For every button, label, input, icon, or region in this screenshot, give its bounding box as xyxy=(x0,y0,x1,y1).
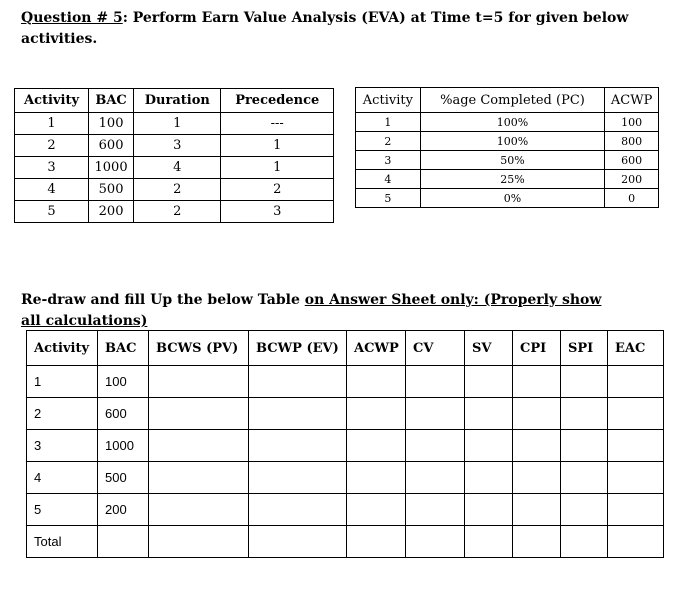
header-percent-completed: %age Completed (PC) xyxy=(420,88,605,113)
blank-cell xyxy=(561,430,608,462)
blank-cell xyxy=(249,430,347,462)
blank-cell xyxy=(513,462,561,494)
blank-cell xyxy=(406,366,465,398)
cell: 2 xyxy=(27,398,98,430)
table-row xyxy=(27,430,664,462)
answer-table xyxy=(26,330,664,558)
blank-cell xyxy=(513,494,561,526)
table-row xyxy=(356,189,659,208)
cell: 500 xyxy=(98,462,149,494)
instruction-text xyxy=(21,290,621,332)
blank-cell xyxy=(608,366,664,398)
cell: 4 xyxy=(15,179,89,201)
header-bac: BAC xyxy=(98,331,149,366)
cell: 100 xyxy=(89,113,134,135)
cell: 600 xyxy=(98,398,149,430)
blank-cell xyxy=(149,430,249,462)
blank-cell xyxy=(98,526,149,558)
blank-cell xyxy=(608,398,664,430)
cell: 3 xyxy=(15,157,89,179)
progress-table xyxy=(355,87,659,208)
blank-cell xyxy=(561,462,608,494)
blank-cell xyxy=(406,462,465,494)
blank-cell xyxy=(406,526,465,558)
blank-cell xyxy=(149,494,249,526)
header-activity: Activity xyxy=(27,331,98,366)
cell: 1 xyxy=(15,113,89,135)
header-activity: Activity xyxy=(15,89,89,113)
blank-cell xyxy=(347,462,406,494)
table-row xyxy=(356,132,659,151)
blank-cell xyxy=(465,462,513,494)
table-header-row xyxy=(356,88,659,113)
cell: 200 xyxy=(89,201,134,223)
cell: 200 xyxy=(605,170,659,189)
blank-cell xyxy=(347,366,406,398)
cell: 4 xyxy=(356,170,421,189)
cell: 1 xyxy=(356,113,421,132)
blank-cell xyxy=(249,494,347,526)
blank-cell xyxy=(513,398,561,430)
cell: 1 xyxy=(221,135,334,157)
cell: 0% xyxy=(420,189,605,208)
blank-cell xyxy=(149,398,249,430)
table-row xyxy=(15,179,334,201)
header-duration: Duration xyxy=(134,89,221,113)
blank-cell xyxy=(149,366,249,398)
cell: 3 xyxy=(356,151,421,170)
blank-cell xyxy=(608,494,664,526)
blank-cell xyxy=(513,526,561,558)
instruction-main: Re-draw and fill Up the below Table xyxy=(21,292,305,308)
cell: 2 xyxy=(134,179,221,201)
blank-cell xyxy=(149,462,249,494)
cell: 4 xyxy=(134,157,221,179)
blank-cell xyxy=(406,398,465,430)
blank-cell xyxy=(406,494,465,526)
header-activity: Activity xyxy=(356,88,421,113)
header-cpi: CPI xyxy=(513,331,561,366)
cell: 600 xyxy=(605,151,659,170)
blank-cell xyxy=(513,430,561,462)
blank-cell xyxy=(561,398,608,430)
cell: 5 xyxy=(15,201,89,223)
cell: 2 xyxy=(221,179,334,201)
blank-cell xyxy=(608,462,664,494)
blank-cell xyxy=(149,526,249,558)
table-row xyxy=(15,157,334,179)
table-row xyxy=(15,135,334,157)
table-row xyxy=(27,398,664,430)
cell: 1000 xyxy=(98,430,149,462)
cell: 100 xyxy=(98,366,149,398)
table-row xyxy=(15,201,334,223)
blank-cell xyxy=(561,366,608,398)
blank-cell xyxy=(347,494,406,526)
blank-cell xyxy=(347,430,406,462)
cell: 2 xyxy=(134,201,221,223)
header-bac: BAC xyxy=(89,89,134,113)
cell: 3 xyxy=(27,430,98,462)
blank-cell xyxy=(249,398,347,430)
blank-cell xyxy=(561,526,608,558)
table-row xyxy=(15,113,334,135)
blank-cell xyxy=(249,462,347,494)
header-bcwp: BCWP (EV) xyxy=(249,331,347,366)
instruction-underlined: on Answer Sheet only: (Properly show all calculations) xyxy=(21,292,602,329)
cell: 25% xyxy=(420,170,605,189)
blank-cell xyxy=(465,430,513,462)
header-cv: CV xyxy=(406,331,465,366)
question-label: Question # 5 xyxy=(21,10,123,26)
table-row xyxy=(356,151,659,170)
cell: 3 xyxy=(134,135,221,157)
header-precedence: Precedence xyxy=(221,89,334,113)
cell: 200 xyxy=(98,494,149,526)
blank-cell xyxy=(513,366,561,398)
header-acwp: ACWP xyxy=(347,331,406,366)
activities-table xyxy=(14,88,334,223)
cell: 1 xyxy=(27,366,98,398)
table-row-total xyxy=(27,526,664,558)
cell: 1 xyxy=(134,113,221,135)
header-spi: SPI xyxy=(561,331,608,366)
blank-cell xyxy=(465,526,513,558)
cell: 0 xyxy=(605,189,659,208)
cell: 600 xyxy=(89,135,134,157)
table-row xyxy=(356,170,659,189)
cell: 100% xyxy=(420,113,605,132)
blank-cell xyxy=(347,526,406,558)
blank-cell xyxy=(347,398,406,430)
question-title xyxy=(21,8,661,50)
cell: 800 xyxy=(605,132,659,151)
table-row xyxy=(356,113,659,132)
cell: 5 xyxy=(356,189,421,208)
blank-cell xyxy=(249,526,347,558)
blank-cell xyxy=(406,430,465,462)
cell: 100% xyxy=(420,132,605,151)
cell-total-label: Total xyxy=(27,526,98,558)
cell: 1 xyxy=(221,157,334,179)
cell: 2 xyxy=(356,132,421,151)
blank-cell xyxy=(608,526,664,558)
blank-cell xyxy=(465,398,513,430)
blank-cell xyxy=(249,366,347,398)
cell: 500 xyxy=(89,179,134,201)
cell: 1000 xyxy=(89,157,134,179)
table-header-row xyxy=(15,89,334,113)
table-row xyxy=(27,462,664,494)
cell: 50% xyxy=(420,151,605,170)
cell: 2 xyxy=(15,135,89,157)
header-sv: SV xyxy=(465,331,513,366)
cell: 100 xyxy=(605,113,659,132)
cell: 3 xyxy=(221,201,334,223)
blank-cell xyxy=(465,494,513,526)
blank-cell xyxy=(561,494,608,526)
header-bcws: BCWS (PV) xyxy=(149,331,249,366)
table-row xyxy=(27,494,664,526)
table-row xyxy=(27,366,664,398)
cell: --- xyxy=(221,113,334,135)
cell: 5 xyxy=(27,494,98,526)
blank-cell xyxy=(465,366,513,398)
table-header-row xyxy=(27,331,664,366)
blank-cell xyxy=(608,430,664,462)
question-text: : Perform Earn Value Analysis (EVA) at Time t=5 for given below activities. xyxy=(21,10,629,47)
header-acwp: ACWP xyxy=(605,88,659,113)
header-eac: EAC xyxy=(608,331,664,366)
cell: 4 xyxy=(27,462,98,494)
